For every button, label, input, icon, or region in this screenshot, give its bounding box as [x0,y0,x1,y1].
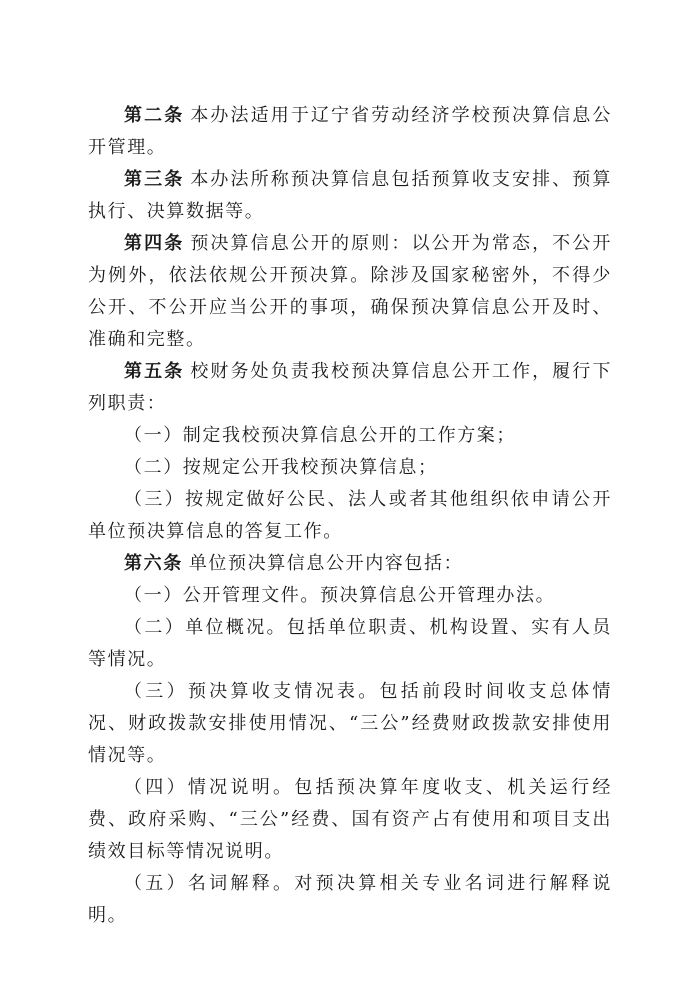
article-6-item-1 [88,580,612,612]
article-6-item-4 [88,772,612,868]
article-6-item-3 [88,676,612,772]
article-6-item-2-text: （二）单位概况。包括单位职责、机构设置、实有人员等情况。 [88,617,612,670]
article-6-label: 第六条 [124,553,183,574]
article-6-item-2 [88,612,612,676]
article-6-item-5-text: （五）名词解释。对预决算相关专业名词进行解释说明。 [88,873,612,926]
article-5-item-2 [88,452,612,484]
article-4-text: 预决算信息公开的原则：以公开为常态，不公开为例外，依法依规公开预决算。除涉及国家秘密外，不得少公开、不公开应当公开的事项，确保预决算信息公开及时、准确和完整。 [88,233,612,350]
document-body [88,100,612,932]
article-5-item-1 [88,420,612,452]
article-5-item-1-text: （一）制定我校预决算信息公开的工作方案； [124,425,516,446]
article-2-text: 本办法适用于辽宁省劳动经济学校预决算信息公开管理。 [88,105,612,158]
article-5-item-3-text: （三）按规定做好公民、法人或者其他组织依申请公开单位预决算信息的答复工作。 [88,489,612,542]
article-6-item-5 [88,868,612,932]
article-5-text: 校财务处负责我校预决算信息公开工作，履行下列职责： [88,361,612,414]
article-5-item-3 [88,484,612,548]
article-3-label: 第三条 [124,169,185,190]
article-6-item-1-text: （一）公开管理文件。预决算信息公开管理办法。 [124,585,556,606]
article-3-paragraph [88,164,612,228]
article-5-label: 第五条 [124,361,185,382]
article-6-item-4-text: （四）情况说明。包括预决算年度收支、机关运行经费、政府采购、“三公”经费、国有资产占有使用和项目支出绩效目标等情况说明。 [88,777,612,862]
article-4-paragraph [88,228,612,356]
article-6-text: 单位预决算信息公开内容包括： [188,553,464,574]
article-2-paragraph [88,100,612,164]
article-5-item-2-text: （二）按规定公开我校预决算信息； [124,457,438,478]
article-6-item-3-text: （三）预决算收支情况表。包括前段时间收支总体情况、财政拨款安排使用情况、“三公”经费财政拨款安排使用情况等。 [88,681,612,766]
article-6-paragraph [88,548,612,580]
article-3-text: 本办法所称预决算信息包括预算收支安排、预算执行、决算数据等。 [88,169,612,222]
article-4-label: 第四条 [124,233,185,254]
article-5-paragraph [88,356,612,420]
article-2-label: 第二条 [124,105,185,126]
